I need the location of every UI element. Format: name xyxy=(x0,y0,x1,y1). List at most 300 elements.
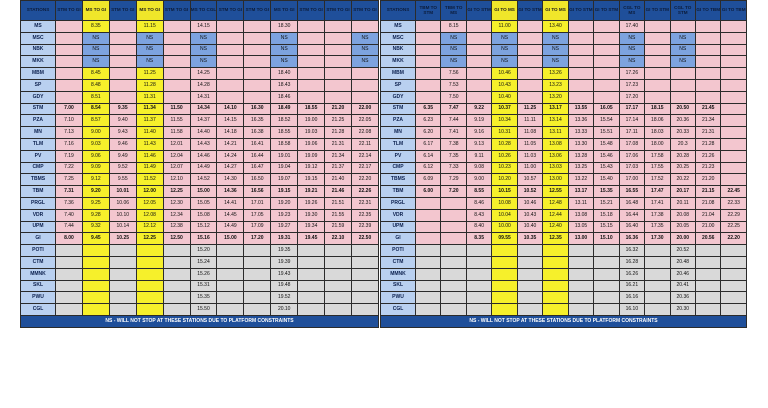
time-cell: 9.00 xyxy=(82,127,109,139)
time-cell xyxy=(217,56,244,68)
right-footer-note: NS - WILL NOT STOP AT THESE STATIONS DUE TO PLATFORM CONSTRAINTS xyxy=(381,315,747,327)
time-cell xyxy=(517,292,542,304)
time-cell: 7.50 xyxy=(441,91,466,103)
time-cell: 19.20 xyxy=(271,197,298,209)
time-cell xyxy=(492,304,517,316)
time-cell: 16.44 xyxy=(619,209,644,221)
time-cell xyxy=(441,256,466,268)
time-cell xyxy=(695,79,720,91)
timetable-right xyxy=(380,0,747,328)
time-cell xyxy=(325,68,352,80)
time-cell xyxy=(695,245,720,257)
time-cell xyxy=(244,91,271,103)
time-cell: 9.46 xyxy=(109,138,136,150)
time-cell: 10.40 xyxy=(517,221,542,233)
time-cell: 10.43 xyxy=(492,79,517,91)
timetable-left xyxy=(20,0,379,328)
time-cell xyxy=(721,292,747,304)
time-cell: 13.06 xyxy=(543,150,568,162)
time-cell xyxy=(645,68,670,80)
time-cell: 7.56 xyxy=(441,68,466,80)
time-cell: 6.00 xyxy=(416,186,441,198)
station-label: NBK xyxy=(21,44,56,56)
left-header-7: STM TO GI xyxy=(217,1,244,21)
time-cell: 8.40 xyxy=(466,221,491,233)
time-cell: NS xyxy=(82,32,109,44)
time-cell: 14.18 xyxy=(217,127,244,139)
time-cell xyxy=(416,68,441,80)
station-label: TBMS xyxy=(381,174,416,186)
time-cell: 13.20 xyxy=(543,91,568,103)
time-cell: NS xyxy=(543,32,568,44)
time-cell: 20.3 xyxy=(670,138,695,150)
time-cell: 19.12 xyxy=(298,162,325,174)
time-cell: 10.14 xyxy=(109,221,136,233)
time-cell: 9.32 xyxy=(82,221,109,233)
station-label: PZA xyxy=(381,115,416,127)
time-cell: 17.08 xyxy=(619,138,644,150)
left-row-ctm xyxy=(21,256,379,268)
time-cell: 17.35 xyxy=(645,221,670,233)
time-cell: 16.28 xyxy=(619,256,644,268)
time-cell: 15.08 xyxy=(190,209,217,221)
time-cell: 10.46 xyxy=(517,197,542,209)
time-cell: 17.40 xyxy=(619,21,644,33)
time-cell: 7.13 xyxy=(56,127,83,139)
time-cell xyxy=(217,256,244,268)
left-footer-row xyxy=(21,315,379,327)
time-cell xyxy=(351,268,378,280)
time-cell: 11.49 xyxy=(136,162,163,174)
time-cell: NS xyxy=(543,44,568,56)
right-header-2: TBM TO MS xyxy=(441,1,466,21)
time-cell xyxy=(568,21,593,33)
left-row-cmp xyxy=(21,162,379,174)
time-cell: 20.36 xyxy=(670,115,695,127)
time-cell: 11.58 xyxy=(163,127,190,139)
right-header-9: CGL TO MS xyxy=(619,1,644,21)
right-header-5: GI TO STM xyxy=(517,1,542,21)
left-header-9: MS TO GI xyxy=(271,1,298,21)
time-cell xyxy=(109,56,136,68)
left-row-pv xyxy=(21,150,379,162)
station-label: PV xyxy=(381,150,416,162)
time-cell: 17.41 xyxy=(645,197,670,209)
time-cell xyxy=(416,292,441,304)
time-cell xyxy=(695,304,720,316)
time-cell xyxy=(543,268,568,280)
time-cell xyxy=(298,32,325,44)
right-row-pwu xyxy=(381,292,747,304)
time-cell: 12.44 xyxy=(543,209,568,221)
time-cell xyxy=(721,91,747,103)
time-cell: 8.43 xyxy=(466,209,491,221)
time-cell: 18.15 xyxy=(645,103,670,115)
time-cell: 10.15 xyxy=(492,186,517,198)
time-cell: 13.25 xyxy=(568,162,593,174)
time-cell: 14.45 xyxy=(217,209,244,221)
time-cell xyxy=(244,292,271,304)
time-cell xyxy=(645,268,670,280)
left-row-mbm xyxy=(21,68,379,80)
time-cell: 12.04 xyxy=(163,150,190,162)
time-cell xyxy=(543,245,568,257)
time-cell: 21.00 xyxy=(695,221,720,233)
time-cell: 15.20 xyxy=(190,245,217,257)
time-cell: NS xyxy=(351,32,378,44)
time-cell xyxy=(670,79,695,91)
time-cell: 10.06 xyxy=(109,197,136,209)
time-cell xyxy=(416,221,441,233)
time-cell: 19.04 xyxy=(271,162,298,174)
right-row-mn xyxy=(381,127,747,139)
time-cell xyxy=(416,233,441,245)
time-cell xyxy=(325,44,352,56)
time-cell xyxy=(109,21,136,33)
time-cell: 17.20 xyxy=(244,233,271,245)
time-cell: 16.10 xyxy=(619,304,644,316)
time-cell xyxy=(517,44,542,56)
time-cell: 13.28 xyxy=(568,150,593,162)
right-row-tlm xyxy=(381,138,747,150)
time-cell xyxy=(217,245,244,257)
time-cell xyxy=(466,280,491,292)
time-cell: 14.43 xyxy=(190,138,217,150)
time-cell: NS xyxy=(492,56,517,68)
time-cell: 22.29 xyxy=(721,209,747,221)
time-cell: 18.46 xyxy=(271,91,298,103)
time-cell: 12.50 xyxy=(163,233,190,245)
left-row-prgl xyxy=(21,197,379,209)
time-cell xyxy=(721,174,747,186)
time-cell: 19.31 xyxy=(271,233,298,245)
time-cell: 12.38 xyxy=(163,221,190,233)
time-cell xyxy=(298,68,325,80)
time-cell: 9.16 xyxy=(466,127,491,139)
time-cell: 17.05 xyxy=(244,209,271,221)
time-cell xyxy=(721,44,747,56)
time-cell: 11.00 xyxy=(492,21,517,33)
time-cell: 10.52 xyxy=(517,186,542,198)
time-cell xyxy=(416,197,441,209)
time-cell: 22.39 xyxy=(351,221,378,233)
station-label: PV xyxy=(21,150,56,162)
time-cell: 13.11 xyxy=(568,197,593,209)
time-cell: 9.13 xyxy=(466,138,491,150)
time-cell xyxy=(163,56,190,68)
time-cell: 12.34 xyxy=(163,209,190,221)
right-header-11: CGL TO STM xyxy=(670,1,695,21)
right-header-1: TBM TO STM xyxy=(416,1,441,21)
time-cell: 15.50 xyxy=(190,304,217,316)
time-cell: 21.25 xyxy=(325,115,352,127)
time-cell xyxy=(416,280,441,292)
time-cell: NS xyxy=(543,56,568,68)
left-row-sp xyxy=(21,79,379,91)
time-cell: 11.50 xyxy=(163,103,190,115)
time-cell xyxy=(217,44,244,56)
time-cell: 17.47 xyxy=(645,186,670,198)
left-row-upm xyxy=(21,221,379,233)
time-cell: 15.24 xyxy=(190,256,217,268)
time-cell: 7.22 xyxy=(56,162,83,174)
right-header-12: GI TO TBM xyxy=(695,1,720,21)
time-cell xyxy=(163,91,190,103)
left-row-nbk xyxy=(21,44,379,56)
time-cell xyxy=(56,56,83,68)
time-cell: 12.10 xyxy=(163,174,190,186)
time-cell: 13.08 xyxy=(543,138,568,150)
time-cell: 11.40 xyxy=(136,127,163,139)
time-cell: 17.00 xyxy=(619,174,644,186)
time-cell xyxy=(56,44,83,56)
right-row-ctm xyxy=(381,256,747,268)
time-cell xyxy=(492,280,517,292)
time-cell: 20.52 xyxy=(670,245,695,257)
time-cell xyxy=(325,56,352,68)
time-cell xyxy=(244,32,271,44)
time-cell xyxy=(568,44,593,56)
time-cell xyxy=(298,44,325,56)
time-cell xyxy=(244,304,271,316)
time-cell xyxy=(217,280,244,292)
time-cell: 15.31 xyxy=(190,280,217,292)
time-cell xyxy=(594,56,619,68)
time-cell: 7.44 xyxy=(56,221,83,233)
time-cell xyxy=(441,197,466,209)
station-label: PRGL xyxy=(21,197,56,209)
time-cell: 15.00 xyxy=(217,233,244,245)
time-cell xyxy=(351,256,378,268)
time-cell xyxy=(416,56,441,68)
time-cell: NS xyxy=(492,44,517,56)
time-cell xyxy=(244,79,271,91)
station-label: MSC xyxy=(381,32,416,44)
station-label: TBMS xyxy=(21,174,56,186)
time-cell: 10.00 xyxy=(492,221,517,233)
time-cell: 22.14 xyxy=(351,150,378,162)
time-cell xyxy=(416,304,441,316)
time-cell: 19.52 xyxy=(271,292,298,304)
right-row-sp xyxy=(381,79,747,91)
station-label: CTM xyxy=(381,256,416,268)
left-row-pza xyxy=(21,115,379,127)
time-cell: 11.05 xyxy=(517,138,542,150)
time-cell xyxy=(645,304,670,316)
time-cell: 15.54 xyxy=(594,115,619,127)
time-cell: 12.25 xyxy=(163,186,190,198)
time-cell: 7.16 xyxy=(56,138,83,150)
station-label: NBK xyxy=(381,44,416,56)
time-cell: 6.20 xyxy=(416,127,441,139)
time-cell: 9.25 xyxy=(82,197,109,209)
time-cell: 10.01 xyxy=(109,186,136,198)
time-cell xyxy=(721,162,747,174)
station-label: SKL xyxy=(381,280,416,292)
time-cell: 13.30 xyxy=(568,138,593,150)
time-cell xyxy=(416,44,441,56)
left-row-tbms xyxy=(21,174,379,186)
time-cell: 20.25 xyxy=(670,162,695,174)
time-cell: 20.30 xyxy=(670,304,695,316)
time-cell xyxy=(466,32,491,44)
time-cell xyxy=(645,21,670,33)
time-cell: 21.31 xyxy=(695,127,720,139)
time-cell xyxy=(594,268,619,280)
time-cell: 21.08 xyxy=(695,197,720,209)
left-header-11: STM TO GI xyxy=(325,1,352,21)
time-cell: 17.52 xyxy=(645,174,670,186)
time-cell: 16.47 xyxy=(244,162,271,174)
time-cell: 18.30 xyxy=(271,21,298,33)
time-cell xyxy=(441,245,466,257)
time-cell: 20.17 xyxy=(670,186,695,198)
time-cell xyxy=(517,79,542,91)
time-cell: NS xyxy=(82,56,109,68)
time-cell xyxy=(56,304,83,316)
time-cell: 20.28 xyxy=(670,150,695,162)
station-label: MKK xyxy=(381,56,416,68)
time-cell xyxy=(645,91,670,103)
time-cell: NS xyxy=(271,56,298,68)
left-row-cgl xyxy=(21,304,379,316)
time-cell: 14.21 xyxy=(217,138,244,150)
time-cell: 19.23 xyxy=(271,209,298,221)
left-header-4: MS TO GI xyxy=(136,1,163,21)
time-cell: 16.21 xyxy=(619,280,644,292)
time-cell: 19.06 xyxy=(298,138,325,150)
time-cell xyxy=(594,68,619,80)
time-cell: NS xyxy=(619,44,644,56)
time-cell xyxy=(721,115,747,127)
time-cell: 16.05 xyxy=(594,103,619,115)
time-cell xyxy=(568,32,593,44)
time-cell: 9.06 xyxy=(82,150,109,162)
time-cell: NS xyxy=(619,32,644,44)
left-header-8: STM TO GI xyxy=(244,1,271,21)
time-cell: 22.31 xyxy=(351,197,378,209)
time-cell: 15.16 xyxy=(190,233,217,245)
time-cell: 15.35 xyxy=(190,292,217,304)
time-cell: 10.23 xyxy=(492,162,517,174)
time-cell xyxy=(670,21,695,33)
time-cell: 9.49 xyxy=(109,150,136,162)
right-row-mkk xyxy=(381,56,747,68)
time-cell: 17.01 xyxy=(244,197,271,209)
time-cell: 14.52 xyxy=(190,174,217,186)
time-cell xyxy=(163,292,190,304)
time-cell: 22.50 xyxy=(351,233,378,245)
right-row-upm xyxy=(381,221,747,233)
time-cell xyxy=(82,304,109,316)
station-label: MBM xyxy=(381,68,416,80)
time-cell xyxy=(82,280,109,292)
time-cell: 6.17 xyxy=(416,138,441,150)
time-cell xyxy=(109,304,136,316)
time-cell xyxy=(721,256,747,268)
station-label: MSC xyxy=(21,32,56,44)
time-cell: NS xyxy=(136,32,163,44)
time-cell xyxy=(351,280,378,292)
time-cell: 10.28 xyxy=(492,138,517,150)
left-header-5: STM TO GI xyxy=(163,1,190,21)
left-row-tbm xyxy=(21,186,379,198)
station-label: MN xyxy=(381,127,416,139)
right-header-8: GI TO STM xyxy=(594,1,619,21)
time-cell: 8.35 xyxy=(466,233,491,245)
right-header-7: GI TO STM xyxy=(568,1,593,21)
time-cell: 7.19 xyxy=(56,150,83,162)
time-cell xyxy=(517,56,542,68)
time-cell xyxy=(568,292,593,304)
time-cell: 19.43 xyxy=(271,268,298,280)
right-row-msc xyxy=(381,32,747,44)
station-label: STM xyxy=(21,103,56,115)
time-cell: 18.55 xyxy=(271,127,298,139)
station-label: CMP xyxy=(21,162,56,174)
station-label: MMNK xyxy=(381,268,416,280)
time-cell: 13.11 xyxy=(543,127,568,139)
time-cell xyxy=(217,32,244,44)
station-label: PZA xyxy=(21,115,56,127)
time-cell xyxy=(109,256,136,268)
left-row-ms xyxy=(21,21,379,33)
time-cell xyxy=(244,268,271,280)
time-cell xyxy=(163,256,190,268)
time-cell: 10.10 xyxy=(109,209,136,221)
time-cell: 19.07 xyxy=(271,174,298,186)
time-cell xyxy=(217,91,244,103)
time-cell xyxy=(695,32,720,44)
time-cell xyxy=(543,304,568,316)
time-cell: 10.26 xyxy=(492,150,517,162)
time-cell: 8.57 xyxy=(82,115,109,127)
time-cell xyxy=(325,256,352,268)
time-cell xyxy=(163,79,190,91)
time-cell: 21.23 xyxy=(695,162,720,174)
time-cell: NS xyxy=(136,56,163,68)
time-cell xyxy=(721,304,747,316)
time-cell: 20.10 xyxy=(271,304,298,316)
time-cell: 9.12 xyxy=(82,174,109,186)
time-cell xyxy=(721,150,747,162)
time-cell: 14.25 xyxy=(190,68,217,80)
time-cell: 21.46 xyxy=(325,186,352,198)
time-cell: 6.09 xyxy=(416,174,441,186)
time-cell: 14.31 xyxy=(190,91,217,103)
time-cell: 21.59 xyxy=(325,221,352,233)
time-cell xyxy=(568,79,593,91)
time-cell: 21.20 xyxy=(325,103,352,115)
timetable-left-panel xyxy=(20,0,379,328)
right-row-cmp xyxy=(381,162,747,174)
time-cell xyxy=(568,256,593,268)
time-cell: 11.37 xyxy=(136,115,163,127)
time-cell xyxy=(298,280,325,292)
time-cell: 09.55 xyxy=(492,233,517,245)
right-row-gdy xyxy=(381,91,747,103)
time-cell: 17.14 xyxy=(619,115,644,127)
time-cell xyxy=(466,56,491,68)
time-cell: 15.12 xyxy=(190,221,217,233)
time-cell: 8.46 xyxy=(466,197,491,209)
time-cell: 12.55 xyxy=(543,186,568,198)
time-cell: 19.21 xyxy=(298,186,325,198)
time-cell: 16.55 xyxy=(619,186,644,198)
time-cell xyxy=(441,304,466,316)
time-cell xyxy=(244,280,271,292)
time-cell xyxy=(517,268,542,280)
